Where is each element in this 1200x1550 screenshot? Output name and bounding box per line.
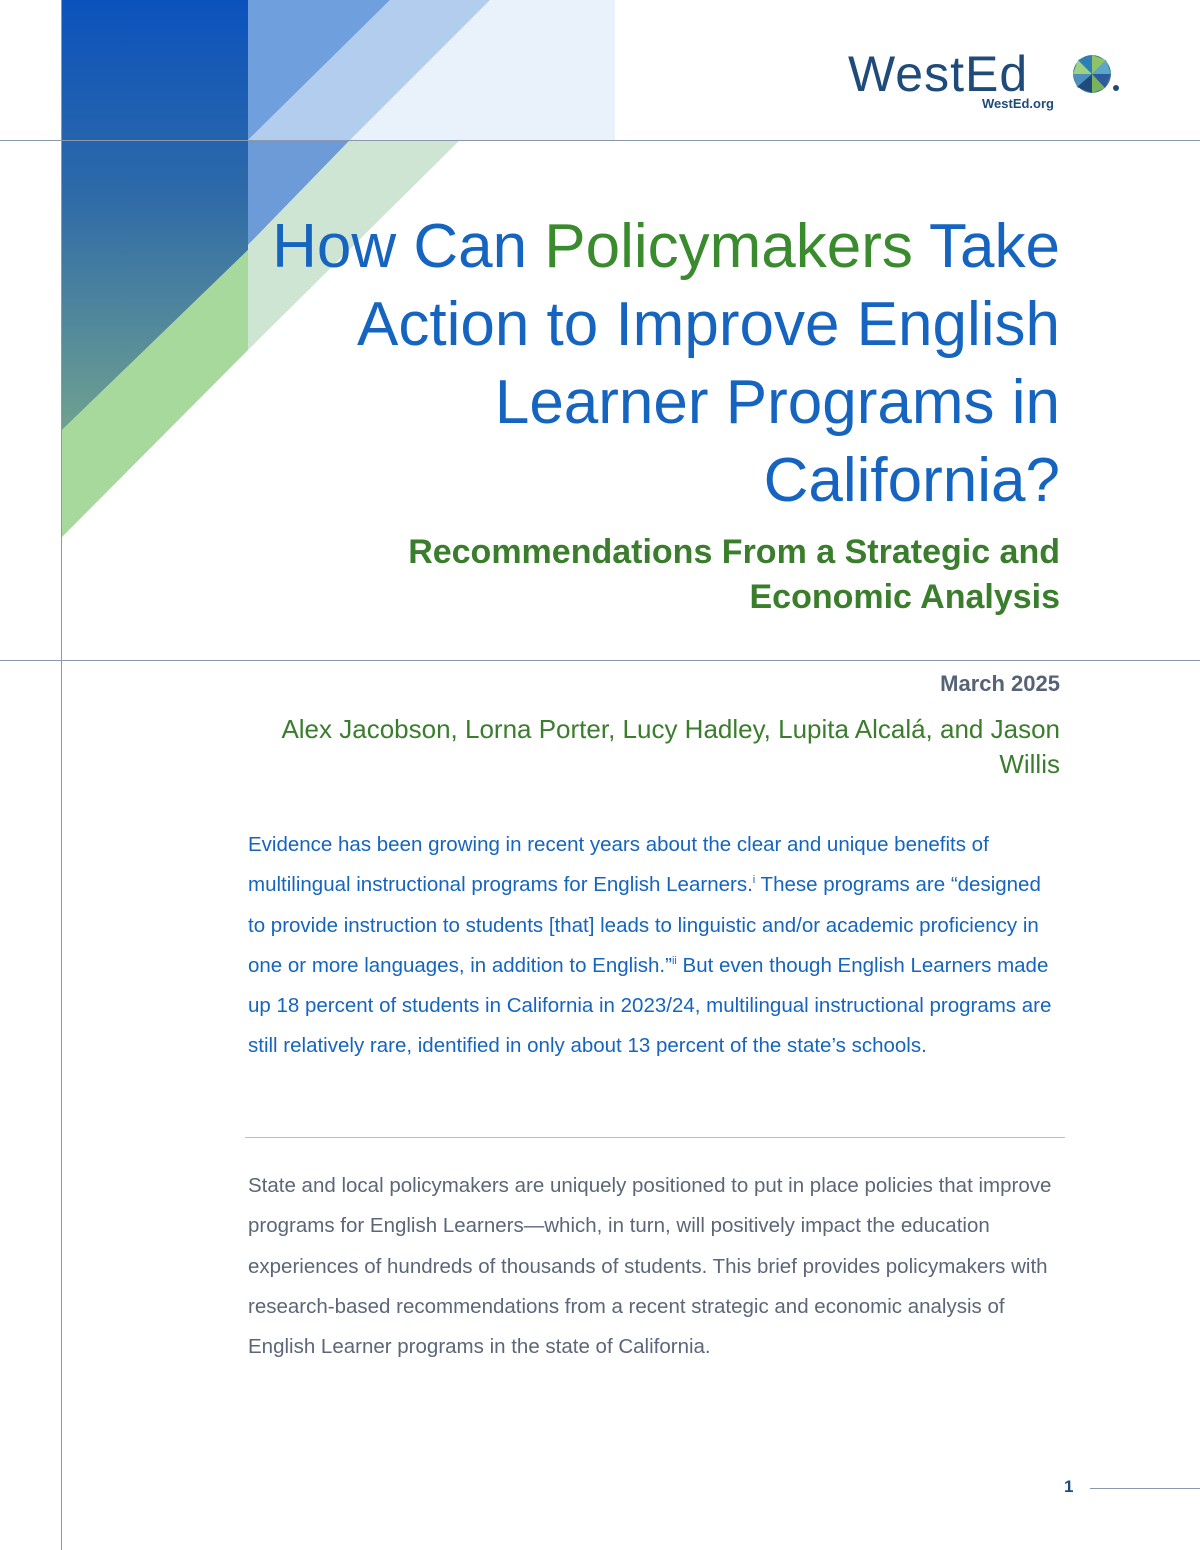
footer-rule xyxy=(1090,1488,1200,1489)
endnote-marker-ii[interactable]: ii xyxy=(671,954,677,967)
page-number: 1 xyxy=(1064,1477,1074,1496)
top-horizontal-rule xyxy=(0,140,1200,141)
intro-text-2: These programs are “designed to provide instruction to students [that] leads to linguistic and/or academic proficiency in one or more languages, in addition to English.” xyxy=(248,873,1041,977)
publication-date: March 2025 xyxy=(940,671,1060,696)
author-list: Alex Jacobson, Lorna Porter, Lucy Hadley, Lupita Alcalá, and Jason Willis xyxy=(281,714,1060,779)
section-divider xyxy=(245,1137,1065,1138)
logo-url: WestEd.org xyxy=(982,96,1054,111)
westEd-globe-icon xyxy=(1070,52,1120,96)
page-subtitle: Recommendations From a Strategic and Economic Analysis xyxy=(408,533,1060,616)
intro-text-3: But even though English Learners made up 18 percent of students in California in 2023/24, multilingual instructional programs are still relatively rare, identified in only about 13 percent of the state’s schools. xyxy=(248,953,1052,1058)
westEd-logo[interactable] xyxy=(848,48,1138,118)
left-vertical-rule xyxy=(61,0,62,1550)
page-title xyxy=(240,208,1060,520)
title-part-1: How Can xyxy=(272,212,545,281)
title-part-2: Take Action to Improve English Learner Programs in California? xyxy=(356,212,1060,515)
intro-paragraph xyxy=(248,825,1060,1067)
intro-text-1: Evidence has been growing in recent years about the clear and unique benefits of multilingual instructional programs for English Learners. xyxy=(248,833,989,897)
middle-horizontal-rule xyxy=(0,660,1200,661)
endnote-marker-i[interactable]: i xyxy=(752,874,756,887)
title-highlight: Policymakers xyxy=(544,212,913,281)
body-paragraph: State and local policymakers are uniquely positioned to put in place policies that improve programs for English Learners—which, in turn, will positively impact the education experiences of hundreds of thousands of students. This brief provides policymakers with research-based recommendations from a recent strategic and economic analysis of English Learner programs in the state of California. xyxy=(248,1174,1052,1359)
logo-wordmark: WestEd xyxy=(848,46,1029,102)
